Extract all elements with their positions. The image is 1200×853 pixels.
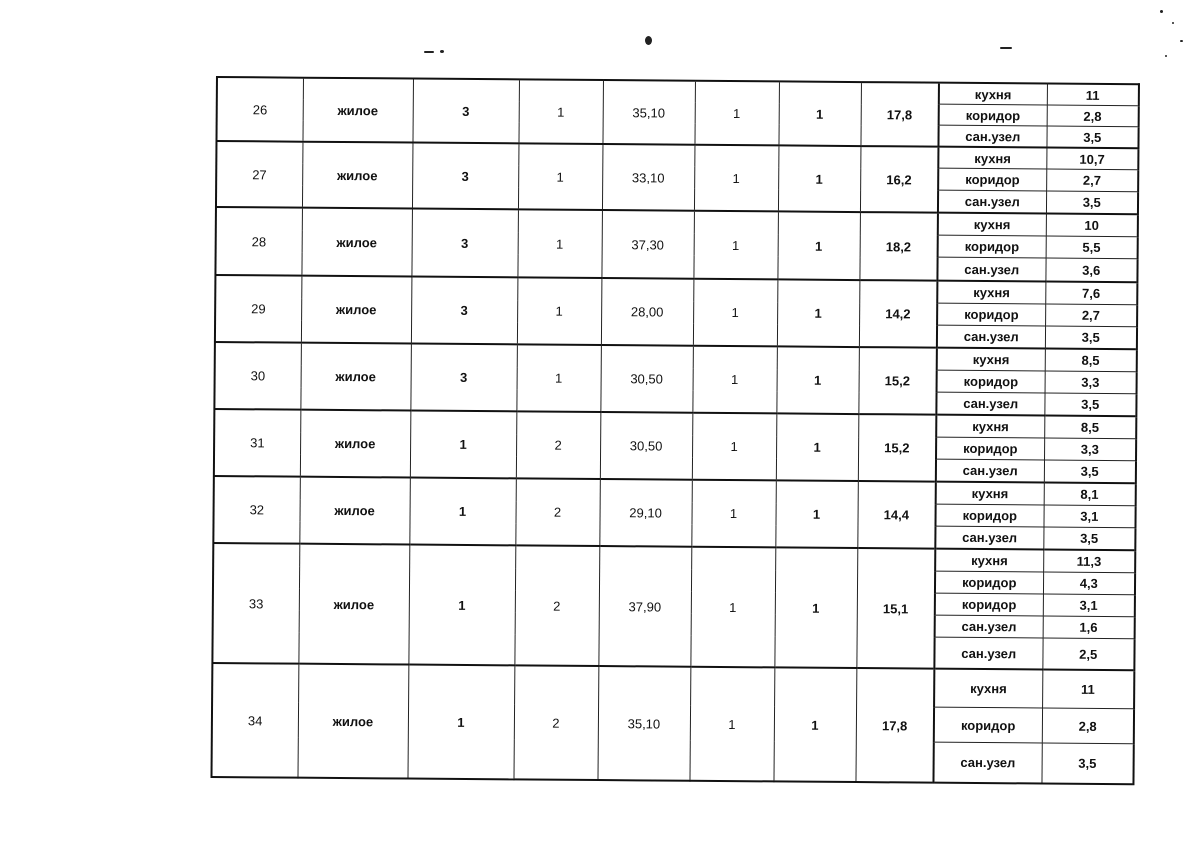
room-area-cell: 2,7	[1045, 304, 1137, 327]
room-name-cell: сан.узел	[936, 392, 1044, 415]
apartment-number-cell: 32	[213, 476, 300, 544]
room-name-cell: сан.узел	[937, 325, 1045, 348]
column-6-cell: 1	[693, 279, 778, 347]
living-area-cell: 17,8	[860, 82, 939, 147]
room-name-cell: коридор	[935, 593, 1043, 616]
living-area-cell: 15,2	[858, 347, 937, 415]
apartment-number-cell: 30	[214, 342, 301, 410]
floor-cell: 1	[408, 545, 515, 666]
column-6-cell: 1	[694, 81, 779, 146]
column-6-cell: 1	[692, 413, 777, 481]
room-area-cell: 3,5	[1044, 393, 1136, 416]
total-area-cell: 30,50	[600, 345, 693, 413]
rooms-count-cell: 1	[518, 79, 603, 144]
room-name-cell: сан.узел	[934, 637, 1042, 669]
room-name-cell: кухня	[937, 281, 1045, 304]
column-6-cell: 1	[692, 346, 777, 414]
room-area-cell: 3,1	[1043, 594, 1135, 617]
floor-cell: 3	[412, 79, 518, 144]
floor-cell: 1	[410, 411, 517, 479]
premises-type-cell: жилое	[301, 208, 412, 277]
room-area-cell: 11	[1047, 84, 1139, 106]
total-area-cell: 29,10	[599, 479, 692, 547]
living-area-cell: 14,2	[859, 280, 938, 348]
rooms-count-cell: 1	[517, 277, 602, 345]
apartment-table	[210, 76, 1139, 785]
room-area-cell: 8,5	[1044, 416, 1136, 439]
premises-type-cell: жилое	[301, 276, 412, 344]
apartment-number-cell: 28	[215, 207, 302, 276]
apartment-number-cell: 29	[215, 275, 302, 343]
column-7-cell: 1	[773, 667, 856, 782]
room-name-cell: коридор	[938, 235, 1046, 258]
table-row	[217, 77, 1139, 106]
room-area-cell: 10	[1046, 214, 1138, 237]
column-7-cell: 1	[774, 547, 857, 668]
room-name-cell: коридор	[935, 504, 1043, 527]
apartment-number-cell: 33	[212, 543, 299, 664]
room-name-cell: коридор	[937, 303, 1045, 326]
room-name-cell: сан.узел	[938, 125, 1046, 147]
apartment-number-cell: 26	[216, 77, 303, 142]
apartment-number-cell: 34	[211, 663, 298, 778]
premises-type-cell: жилое	[300, 343, 411, 411]
premises-type-cell: жилое	[302, 78, 412, 143]
living-area-cell: 14,4	[857, 481, 936, 549]
floor-cell: 3	[411, 277, 518, 345]
scan-speck	[440, 50, 444, 53]
column-6-cell: 1	[690, 547, 775, 668]
rooms-count-cell: 1	[517, 209, 602, 278]
column-6-cell: 1	[691, 480, 776, 548]
total-area-cell: 28,00	[601, 278, 694, 346]
rooms-count-cell: 2	[516, 411, 601, 479]
room-name-cell: сан.узел	[936, 459, 1044, 482]
scan-speck	[645, 36, 652, 45]
room-area-cell: 3,5	[1046, 191, 1138, 214]
floor-cell: 1	[409, 478, 516, 546]
column-7-cell: 1	[775, 480, 858, 548]
room-area-cell: 3,5	[1043, 527, 1135, 550]
room-area-cell: 3,5	[1046, 126, 1138, 148]
living-area-cell: 15,1	[856, 548, 935, 669]
column-6-cell: 1	[694, 145, 779, 212]
living-area-cell: 18,2	[859, 212, 938, 281]
room-area-cell: 2,5	[1042, 638, 1134, 670]
table-row	[212, 663, 1134, 709]
premises-type-cell: жилое	[297, 664, 408, 779]
room-area-cell: 7,6	[1045, 282, 1137, 305]
room-name-cell: коридор	[939, 104, 1047, 126]
room-name-cell: сан.узел	[935, 526, 1043, 549]
room-area-cell: 3,6	[1045, 258, 1137, 282]
room-area-cell: 3,3	[1044, 438, 1136, 461]
room-name-cell: кухня	[936, 482, 1044, 505]
room-name-cell: коридор	[938, 168, 1046, 191]
room-area-cell: 2,7	[1046, 169, 1138, 192]
premises-type-cell: жилое	[300, 410, 411, 478]
room-area-cell: 8,1	[1044, 483, 1136, 506]
rooms-count-cell: 2	[515, 478, 600, 546]
room-name-cell: коридор	[934, 707, 1042, 743]
floor-cell: 3	[410, 344, 517, 412]
column-6-cell: 1	[693, 211, 778, 280]
room-area-cell: 2,8	[1047, 105, 1139, 127]
room-name-cell: кухня	[934, 669, 1042, 708]
premises-type-cell: жилое	[299, 477, 410, 545]
rooms-count-cell: 1	[516, 344, 601, 412]
scan-speck	[424, 51, 434, 53]
column-7-cell: 1	[778, 145, 861, 212]
premises-type-cell: жилое	[298, 544, 409, 665]
total-area-cell: 30,50	[600, 412, 693, 480]
room-area-cell: 11	[1042, 670, 1134, 709]
living-area-cell: 17,8	[855, 668, 934, 783]
room-name-cell: сан.узел	[937, 257, 1045, 281]
column-7-cell: 1	[777, 279, 860, 347]
room-area-cell: 3,5	[1044, 460, 1136, 483]
total-area-cell: 35,10	[602, 80, 694, 145]
room-name-cell: кухня	[935, 549, 1043, 572]
room-area-cell: 5,5	[1046, 236, 1138, 259]
scan-speck	[1180, 40, 1183, 42]
table-body	[211, 77, 1138, 784]
rooms-count-cell: 2	[514, 545, 599, 666]
floor-cell: 1	[407, 665, 514, 780]
column-7-cell: 1	[776, 346, 859, 414]
room-name-cell: кухня	[937, 348, 1045, 371]
total-area-cell: 35,10	[597, 666, 690, 781]
total-area-cell: 37,30	[601, 210, 694, 279]
room-name-cell: коридор	[937, 370, 1045, 393]
living-area-cell: 16,2	[860, 146, 939, 213]
column-7-cell: 1	[778, 81, 861, 146]
apartment-number-cell: 31	[214, 409, 301, 477]
scan-speck	[1165, 55, 1167, 57]
room-name-cell: сан.узел	[938, 190, 1046, 213]
apartment-number-cell: 27	[216, 141, 303, 208]
room-name-cell: кухня	[938, 213, 1046, 236]
premises-type-cell: жилое	[302, 142, 413, 209]
total-area-cell: 37,90	[598, 546, 691, 667]
room-area-cell: 10,7	[1046, 148, 1138, 170]
room-name-cell: коридор	[936, 437, 1044, 460]
room-area-cell: 3,5	[1041, 743, 1133, 784]
floor-cell: 3	[411, 209, 518, 278]
room-area-cell: 3,5	[1045, 326, 1137, 349]
room-name-cell: сан.узел	[935, 615, 1043, 638]
room-name-cell: кухня	[938, 147, 1046, 169]
scan-speck	[1160, 10, 1163, 13]
room-name-cell: сан.узел	[933, 742, 1041, 783]
scan-speck	[1172, 22, 1174, 24]
room-name-cell: кухня	[936, 415, 1044, 438]
rooms-count-cell: 1	[518, 143, 603, 210]
room-area-cell: 1,6	[1043, 616, 1135, 639]
room-name-cell: кухня	[939, 83, 1047, 105]
room-area-cell: 3,3	[1045, 371, 1137, 394]
room-area-cell: 8,5	[1045, 349, 1137, 372]
room-area-cell: 3,1	[1043, 505, 1135, 528]
column-7-cell: 1	[776, 413, 859, 481]
column-6-cell: 1	[689, 667, 774, 782]
living-area-cell: 15,2	[858, 414, 937, 482]
total-area-cell: 33,10	[602, 144, 695, 211]
scan-speck	[1000, 47, 1012, 49]
room-area-cell: 4,3	[1043, 572, 1135, 595]
column-7-cell: 1	[777, 211, 860, 280]
room-name-cell: коридор	[935, 571, 1043, 594]
floor-cell: 3	[412, 143, 519, 210]
room-area-cell: 2,8	[1042, 708, 1134, 744]
rooms-count-cell: 2	[513, 665, 598, 780]
room-area-cell: 11,3	[1043, 550, 1135, 573]
